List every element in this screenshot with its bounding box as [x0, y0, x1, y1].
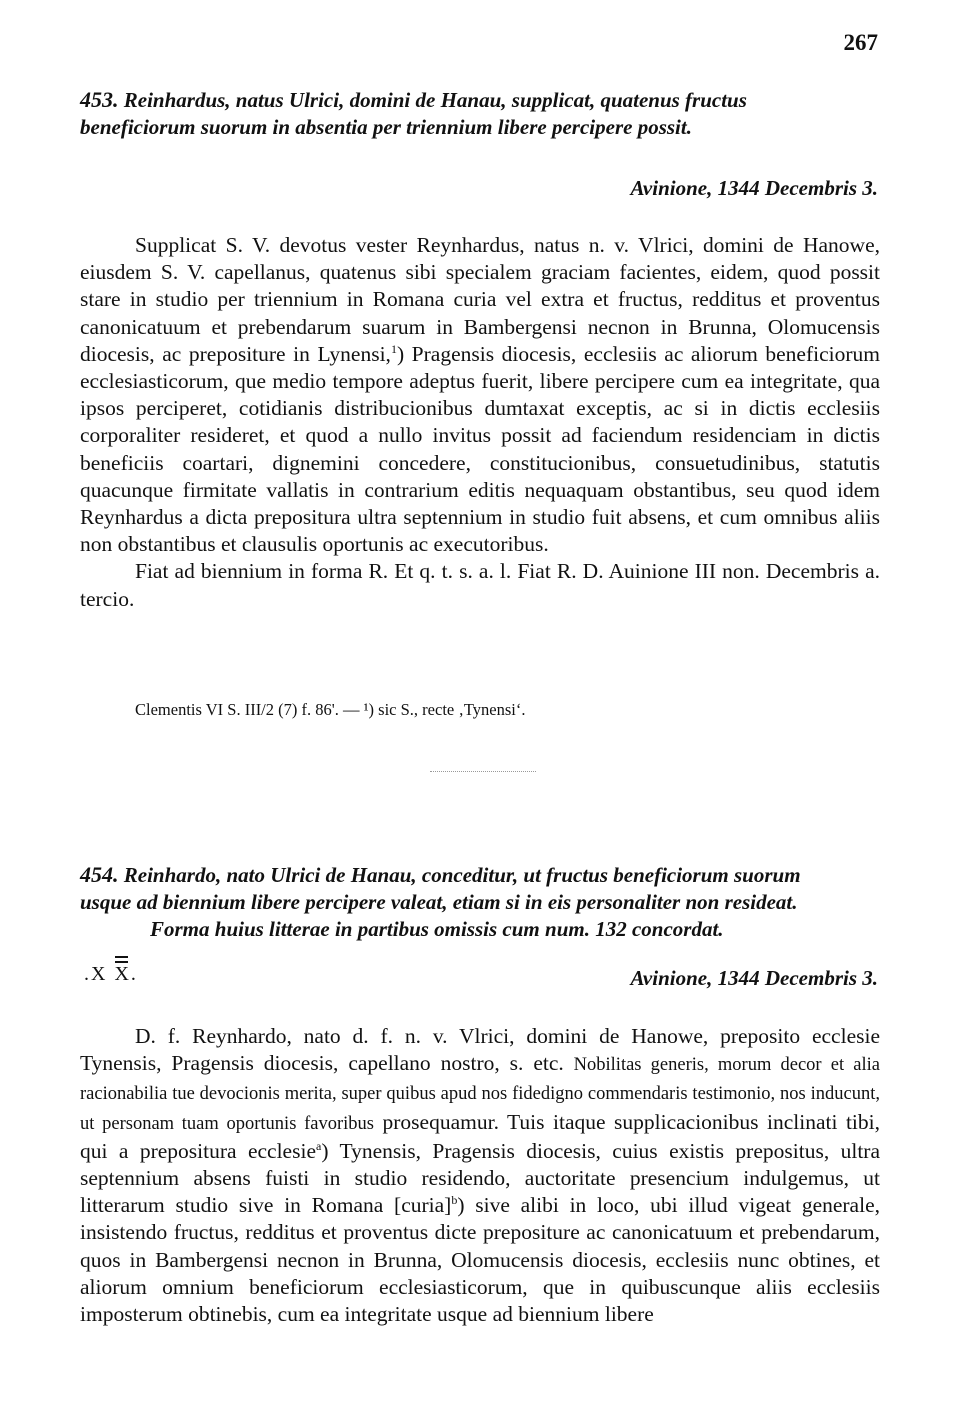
- entry-454-date: Avinione, 1344 Decembris 3.: [630, 966, 878, 990]
- entry-453-regest: [80, 86, 880, 141]
- entry-454-text: [80, 1023, 880, 1328]
- entry-454-text-c: ) Tynensis, Pragensis diocesis, cuius existis prepositus, ultra septennium absens fuisti in studio residendo, auctoritate presencium indulgemus, ut litterarum studio sive in Romana [curia]: [80, 1138, 880, 1218]
- entry-454-paragraph: [80, 1023, 880, 1328]
- chancery-mark-right: X.: [114, 963, 138, 985]
- entry-454-regest-line2: usque ad biennium libere percipere valeat, etiam si in eis personaliter non resideat.: [80, 890, 798, 914]
- entry-453-text-part2: ) Pragensis diocesis, ecclesiis ac aliorum beneficiorum ecclesiasticorum, que medio tempore adeptus fuerit, libere percipere cum ea integritate, qua ipsos perciperet, cotidianis distribucionibus dumtaxat exceptis, ac si in dictis ecclesiis corporaliter resideret, et quod a nullo invitus possit ad faciendum residenciam in dictis beneficiis coartari, dignemini concedere, constitucionibus, consuetudinibus, statutis quacunque firmitate vallatis in contrarium editis nequaquam obstantibus, seu quod idem Reynhardus a dicta prepositura ultra septennium in studio fuit absens, et cum omnibus aliis non obstantibus et clausulis oportunis ac executoribus.: [80, 341, 880, 557]
- entry-453-paragraph-1: [80, 232, 880, 558]
- entry-453-regest-line1: Reinhardus, natus Ulrici, domini de Hanau, supplicat, quatenus fructus: [123, 88, 747, 112]
- footnote-marker-1: 1: [390, 341, 397, 356]
- entry-454-number: 454.: [80, 862, 119, 887]
- footnote-marker-a: a: [316, 1138, 322, 1153]
- section-divider: [430, 771, 536, 772]
- entry-453-number: 453.: [80, 87, 119, 112]
- footnote-marker-b: b: [451, 1193, 458, 1208]
- chancery-mark: [84, 963, 138, 986]
- entry-453-date: Avinione, 1344 Decembris 3.: [630, 176, 878, 200]
- entry-454-regest: [80, 861, 880, 943]
- page-number: 267: [843, 30, 878, 55]
- entry-453-footnote: Clementis VI S. III/2 (7) f. 86'. — ¹) sic S., recte ‚Tynensi‘.: [135, 700, 526, 719]
- entry-454-text-b: prosequamur. Tuis itaque supplicacionibus inclinati tibi, qui a prepositura ecclesie: [80, 1109, 880, 1163]
- entry-454-text-d: ) sive alibi in loco, ubi illud vigeat generale, insistendo fructus, redditus et proventus dicte prepositure ac canonicatuum et prebendarum, quos in Bambergensi necnon in Brunna, Olomucensis diocesis, ecclesiis nunc obtines, et aliorum omnium beneficiorum ecclesiasticorum, que in quibuscunque aliis ecclesiis imposterum obtinebis, cum ea integritate usque ad biennium libere: [80, 1193, 880, 1327]
- entry-454-text-a: D. f. Reynhardo, nato d. f. n. v. Vlrici, domini de Hanowe, preposito ecclesie Tynensis, Pragensis diocesis, capellano nostro, s. etc.: [80, 1024, 880, 1076]
- entry-454-text-small: Nobilitas generis, morum decor et alia racionabilia tue devocionis merita, super quibus apud nos fidedigno commendaris testimonio, nos inducunt, ut personam tuam oportunis favoribus: [80, 1055, 880, 1134]
- entry-453-text: [80, 232, 880, 613]
- entry-453-regest-line2: beneficiorum suorum in absentia per triennium libere percipere possit.: [80, 115, 692, 139]
- entry-454-regest-line3: Forma huius litterae in partibus omissis cum num. 132 concordat.: [150, 917, 724, 941]
- chancery-mark-left: .X: [84, 963, 108, 985]
- entry-453-text-part1: Supplicat S. V. devotus vester Reynhardus, natus n. v. Vlrici, domini de Hanowe, eiusdem S. V. capellanus, quatenus sibi specialem graciam facientes, eidem, quod possit stare in studio per triennium in Romana curia vel extra et fructus, redditus et proventus canonicatuum et prebendarum suarum in Bambergensi necnon in Brunna, Olomucensis diocesis, ac prepositure in Lynensi,: [80, 233, 880, 366]
- entry-454-regest-line1: Reinhardo, nato Ulrici de Hanau, conceditur, ut fructus beneficiorum suorum: [123, 863, 801, 887]
- entry-453-paragraph-2: Fiat ad biennium in forma R. Et q. t. s. a. l. Fiat R. D. Auinione III non. Decembris a. tercio.: [80, 559, 880, 611]
